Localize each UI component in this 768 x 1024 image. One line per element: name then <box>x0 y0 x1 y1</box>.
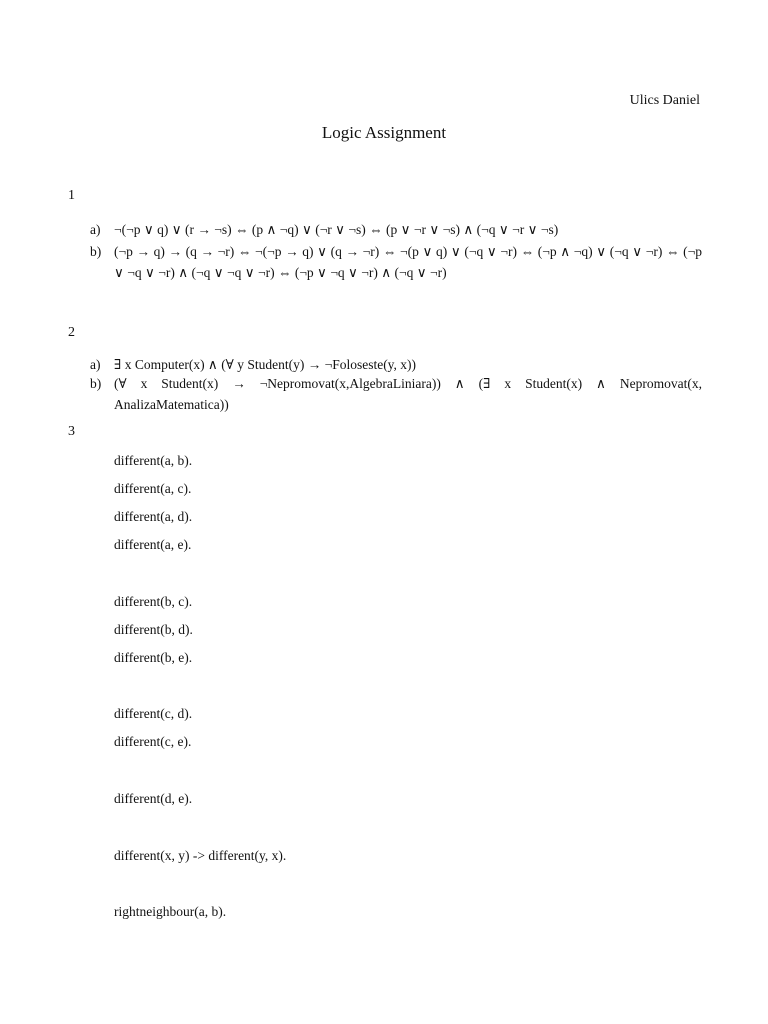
section-1-number: 1 <box>68 188 75 203</box>
code-line: different(c, e). <box>114 734 192 749</box>
code-line: different(a, e). <box>114 537 192 552</box>
code-line: different(b, e). <box>114 650 193 665</box>
item-label: a) <box>90 222 101 237</box>
code-line: different(a, d). <box>114 509 193 524</box>
section-1-item-a <box>90 219 702 240</box>
section-2-item-b <box>90 373 702 415</box>
code-line: different(x, y) -> different(y, x). <box>114 848 287 863</box>
code-line: different(a, b). <box>114 453 193 468</box>
item-text: (∀ x Student(x) → ¬Nepromovat(x,AlgebraLiniara)) ∧ (∃ x Student(x) ∧ Nepromovat(x, AnalizaMatematica)) <box>114 376 702 412</box>
item-text: ∃ x Computer(x) ∧ (∀ y Student(y) → ¬Foloseste(y, x)) <box>114 357 417 372</box>
code-line: different(b, c). <box>114 594 193 609</box>
item-text: ¬(¬p ∨ q) ∨ (r → ¬s) ⇔ (p ∧ ¬q) ∨ (¬r ∨ ¬s) ⇔ (p ∨ ¬r ∨ ¬s) ∧ (¬q ∨ ¬r ∨ ¬s) <box>114 222 559 237</box>
code-line: different(b, d). <box>114 622 193 637</box>
document-title: Logic Assignment <box>321 123 447 142</box>
code-line: rightneighbour(a, b). <box>114 904 227 919</box>
section-2-number: 2 <box>68 325 75 340</box>
author-name: Ulics Daniel <box>629 93 700 108</box>
item-label: b) <box>90 244 102 259</box>
item-label: a) <box>90 357 101 372</box>
section-2-item-a <box>90 354 702 375</box>
section-3-number: 3 <box>68 424 75 439</box>
code-line: different(a, c). <box>114 481 192 496</box>
item-label: b) <box>90 376 102 391</box>
item-text: (¬p → q) → (q → ¬r) ⇔ ¬(¬p → q) ∨ (q → ¬r) ⇔ ¬(p ∨ q) ∨ (¬q ∨ ¬r) ⇔ (¬p ∧ ¬q) ∨ (¬q ∨ ¬r) ⇔ (¬p ∨ ¬q ∨ ¬r) ∧ (¬q ∨ ¬q ∨ ¬r) ⇔ (¬p ∨ ¬q ∨ ¬r) ∧ (¬q ∨ ¬r) <box>114 244 702 280</box>
section-1-item-b <box>90 241 702 283</box>
code-line: different(c, d). <box>114 706 193 721</box>
code-line: different(d, e). <box>114 791 193 806</box>
